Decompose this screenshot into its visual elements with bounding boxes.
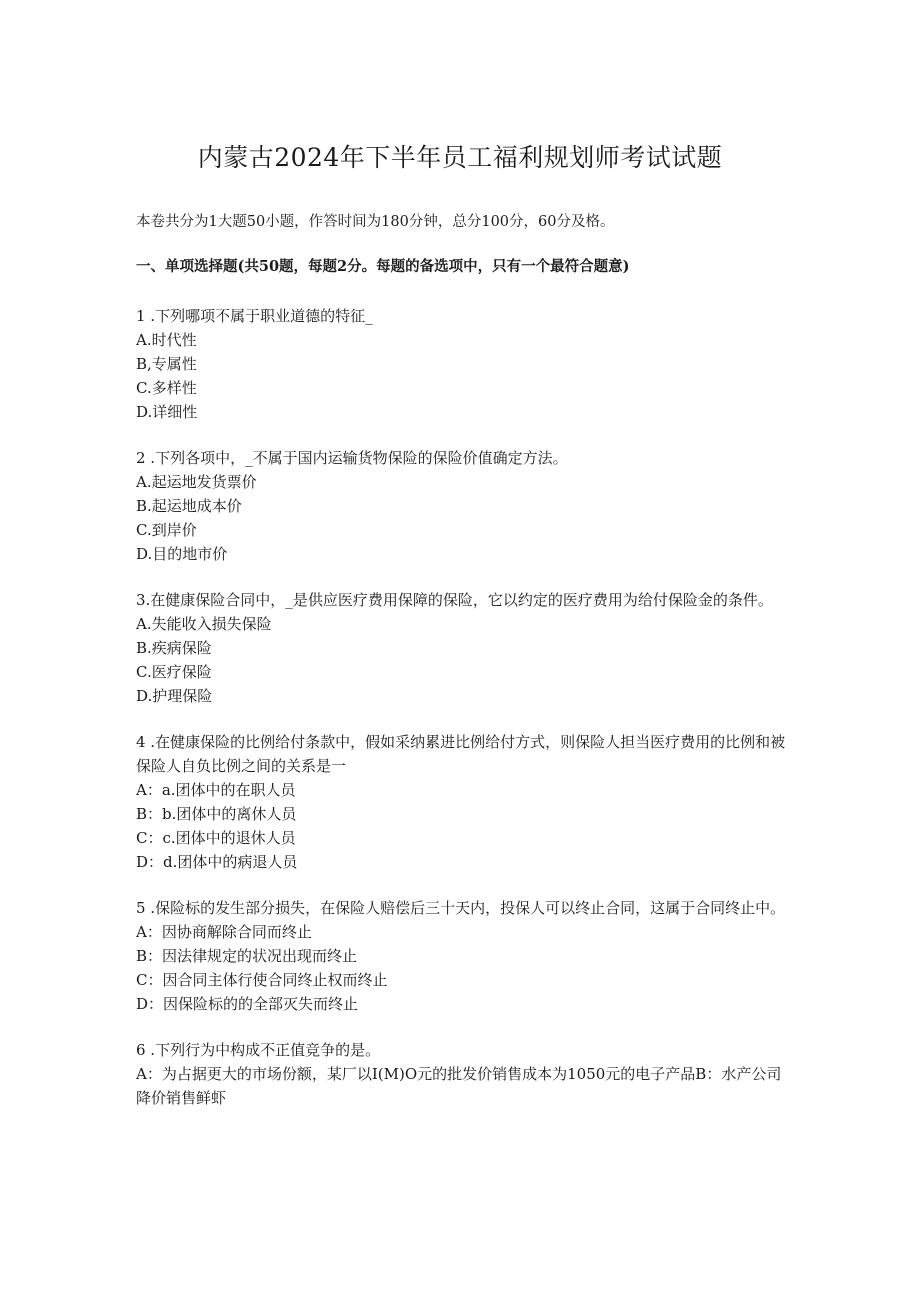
option-c: C：c.团体中的退休人员 <box>136 829 296 847</box>
option-a: A.起运地发货票价 <box>136 473 257 491</box>
option-a: A.失能收入损失保险 <box>136 615 272 633</box>
option-list <box>136 470 786 566</box>
option-a: A.时代性 <box>136 331 197 349</box>
option-d: D.目的地市价 <box>136 545 228 563</box>
option-b: B,专属性 <box>136 355 197 373</box>
question-stem: 3.在健康保险合同中，_是供应医疗费用保障的保险，它以约定的医疗费用为给付保险金的条件。 <box>136 591 773 609</box>
exam-intro: 本卷共分为1大题50小题，作答时间为180分钟，总分100分，60分及格。 <box>136 214 615 230</box>
question-3 <box>136 588 786 708</box>
option-list <box>136 920 786 1016</box>
option-d: D.详细性 <box>136 403 198 421</box>
question-list <box>136 304 786 1132</box>
option-list <box>136 778 786 874</box>
question-5 <box>136 896 786 1016</box>
option-a: A：a.团体中的在职人员 <box>136 781 296 799</box>
option-d: D：因保险标的的全部灭失而终止 <box>136 995 359 1013</box>
option-c: C：因合同主体行使合同终止权而终止 <box>136 971 388 989</box>
option-c: C.医疗保险 <box>136 663 212 681</box>
question-stem: 2 .下列各项中，_不属于国内运输货物保险的保险价值确定方法。 <box>136 449 568 467</box>
option-c: C.到岸价 <box>136 521 197 539</box>
option-list <box>136 612 786 708</box>
document-title: 内蒙古2024年下半年员工福利规划师考试试题 <box>197 143 723 172</box>
option-a: A：因协商解除合同而终止 <box>136 923 312 941</box>
option-c: C.多样性 <box>136 379 197 397</box>
question-2 <box>136 446 786 566</box>
option-d: D.护理保险 <box>136 687 213 705</box>
option-b: B：b.团体中的离休人员 <box>136 805 297 823</box>
question-stem: 1 .下列哪项不属于职业道德的特征_ <box>136 307 373 325</box>
question-4 <box>136 730 786 874</box>
question-stem: 5 .保险标的发生部分损失，在保险人赔偿后三十天内，投保人可以终止合同，这属于合同终止中。 <box>136 899 786 917</box>
option-b: B：因法律规定的状况出现而终止 <box>136 947 358 965</box>
section-heading: 一、单项选择题(共50题，每题2分。每题的备选项中，只有一个最符合题意) <box>136 258 630 275</box>
question-stem: 4 .在健康保险的比例给付条款中，假如采纳累进比例给付方式，则保险人担当医疗费用的比例和被保险人自负比例之间的关系是一 <box>136 733 786 775</box>
question-1 <box>136 304 786 424</box>
option-b: B.起运地成本价 <box>136 497 242 515</box>
option-list <box>136 328 786 424</box>
option-list <box>136 1062 786 1110</box>
question-6 <box>136 1038 786 1110</box>
question-stem: 6 .下列行为中构成不正值竞争的是。 <box>136 1041 381 1059</box>
option-d: D：d.团体中的病退人员 <box>136 853 298 871</box>
option-b: B.疾病保险 <box>136 639 212 657</box>
option-a: A：为占据更大的市场份额，某厂以I(M)O元的批发价销售成本为1050元的电子产品B：水产公司降价销售鲜虾 <box>136 1065 782 1107</box>
